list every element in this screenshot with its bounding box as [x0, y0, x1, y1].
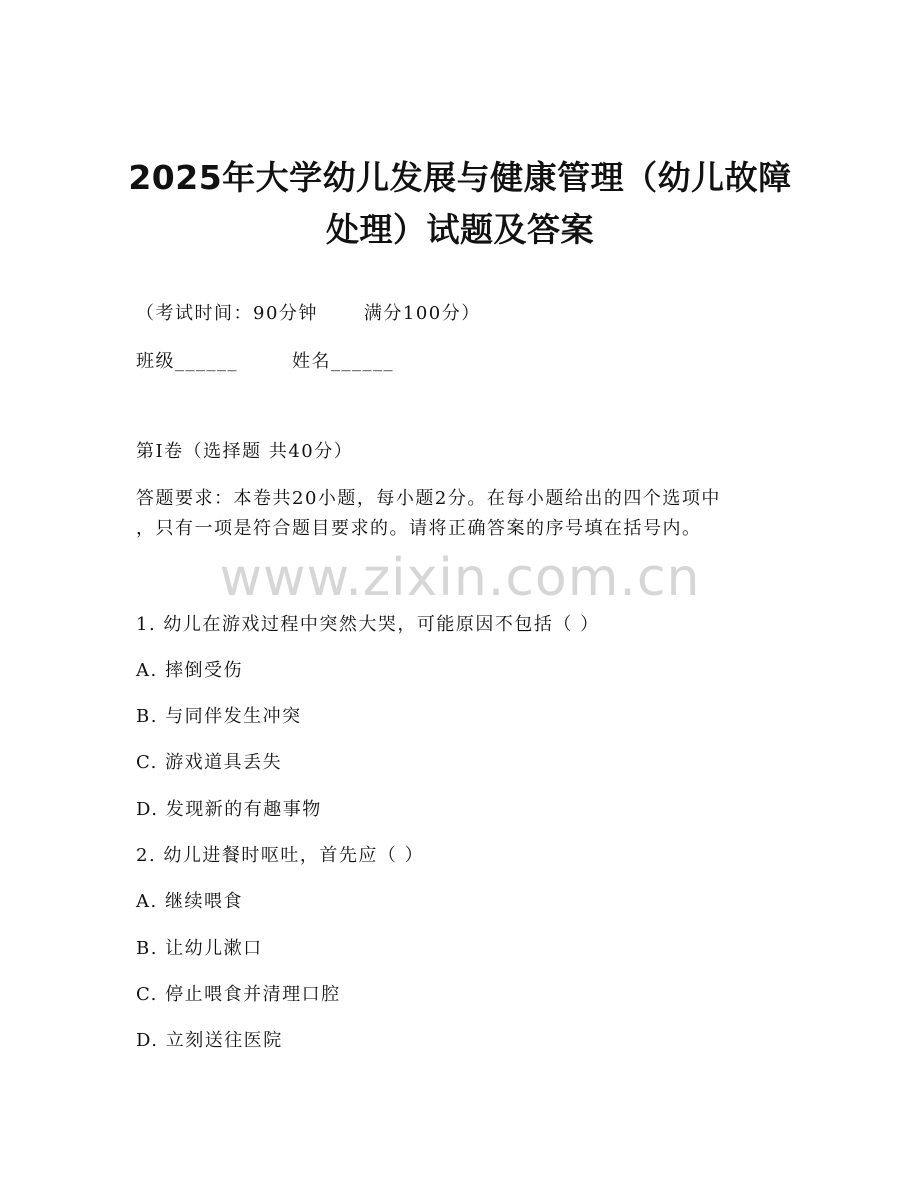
- question-1-option-c: C. 游戏道具丢失: [136, 752, 283, 773]
- question-2-option-d: D. 立刻送往医院: [136, 1030, 283, 1051]
- title-line-2: 处理）试题及答案: [326, 210, 594, 249]
- class-field: 班级______: [136, 351, 238, 372]
- exam-time: （考试时间：90分钟: [136, 303, 318, 324]
- instructions-line-1: 答题要求：本卷共20小题，每小题2分。在每小题给出的四个选项中: [136, 488, 721, 509]
- instructions-line-2: ，只有一项是符合题目要求的。请将正确答案的序号填在括号内。: [136, 518, 702, 539]
- question-1-option-d: D. 发现新的有趣事物: [136, 799, 322, 820]
- question-2-stem: 2. 幼儿进餐时呕吐，首先应（ ）: [136, 845, 425, 866]
- question-2-option-a: A. 继续喂食: [136, 891, 243, 912]
- section-heading: 第I卷（选择题 共40分）: [136, 441, 354, 462]
- title-line-1: 2025年大学幼儿发展与健康管理（幼儿故障: [128, 158, 792, 197]
- question-1-option-b: B. 与同伴发生冲突: [136, 706, 302, 727]
- question-2-option-b: B. 让幼儿漱口: [136, 938, 263, 959]
- question-1-stem: 1. 幼儿在游戏过程中突然大哭，可能原因不包括（ ）: [136, 614, 600, 635]
- document-title: [110, 152, 810, 256]
- student-fields: [136, 350, 394, 374]
- exam-info: [136, 302, 481, 326]
- exam-full-score: 满分100分）: [363, 303, 481, 324]
- question-1-option-a: A. 摔倒受伤: [136, 660, 243, 681]
- question-2-option-c: C. 停止喂食并清理口腔: [136, 984, 341, 1005]
- name-field: 姓名______: [292, 351, 394, 372]
- watermark: www.zixin.com.cn: [219, 548, 701, 608]
